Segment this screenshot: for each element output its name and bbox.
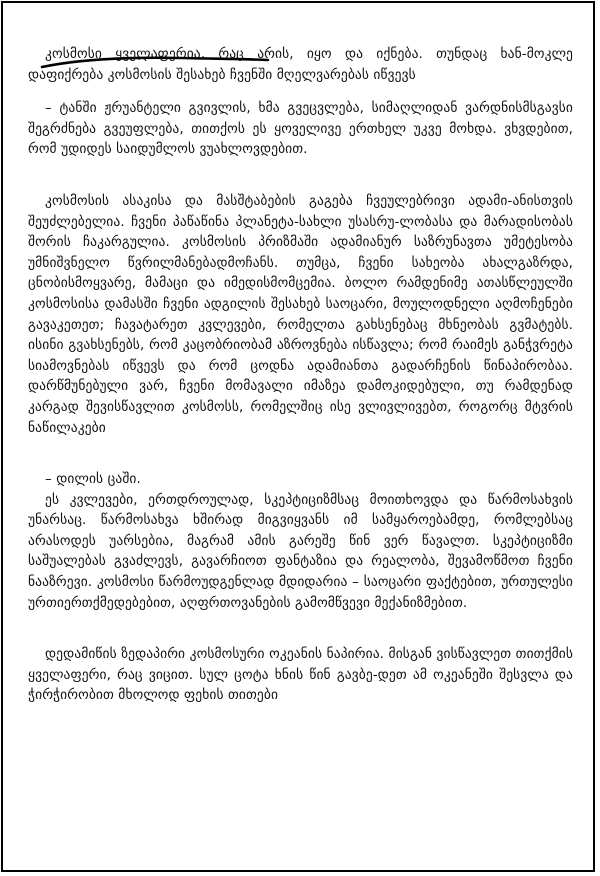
document-body xyxy=(28,44,573,706)
paragraph-2: – ტანში ჟრუანტელი გვივლის, ხმა გვეცვლება, სიმაღლიდან ვარდნისმსგავსი შეგრძნება გვეუფლება, თითქოს ეს ყოველივე ერთხელ უკვე მოხდა. ვხვდებით, რომ უდიდეს საიდუმლოს ვუახლოვდებით. xyxy=(28,100,573,158)
paragraph-3: კოსმოსის ასაკისა და მასშტაბების გაგება ჩვეულებრივი ადამი-ანისთვის შეუძლებელია. ჩვენი პაწაწინა პლანეტა-სახლი უსასრუ-ლობასა და მარადისობას შორის ჩაკარგულია. კოსმოსის პრიზმაში ადამიანურ საზრუნავთა უმეტესობა უმნიშვნელო წვრილმანებადმოჩანს. თუმცა, ჩვენი სახეობა ახალგაზრდა, ცნობისმოყვარე, მამაცი და იმედისმომცემია. ბოლო რამდენიმე ათასწლეულში კოსმოსისა დამასში ჩვენი ადგილის შესახებ საოცარი, მოულოდნელი აღმოჩენები გავაკეთეთ; ჩავატარეთ კვლევები, რომელთა გახსენებაც მხნეობას გვმატებს. ისინი გვახსენებს, რომ კაცობრიობამ აზროვნება ისწავლა; რომ რაიმეს განჭვრეტა სიამოვნებას იწვევს და რომ ცოდნა ადამიანთა გადარჩენის წინაპირობაა. დარწმუნებული ვარ, ჩვენი მომავალი იმაზეა დამოკიდებული, თუ რამდენად კარგად შევისწავლით კოსმოსს, რომელშიც ისე ვლივლივებთ, როგორც მტვრის ნაწილაკები xyxy=(28,192,573,436)
spacer xyxy=(28,438,573,469)
spacer xyxy=(28,160,573,191)
paragraph-5: ეს კვლევები, ერთდროულად, სკეპტიციზმსაც მოითხოვდა და წარმოსახვის უნარსაც. წარმოსახვა ხშირად მიგვიყვანს იმ სამყაროებამდე, რომლებსაც არასოდეს უარსებია, მაგრამ ამის გარეშე წინ ვერ წავალთ. სკეპტიციზმი საშუალებას გვაძლევს, გავარჩიოთ ფანტაზია და რეალობა, შევამოწმოთ ჩვენი ნააზრევი. კოსმოსი წარმოუდგენლად მდიდარია – საოცარი ფაქტებით, ურთულესი ურთიერთქმედებებით, აღფრთოვანების გამომწვევი მექანიზმებით. xyxy=(28,491,573,611)
paragraph-4: – დილის ცაში. xyxy=(45,471,141,488)
spacer xyxy=(28,613,573,644)
paragraph-6: დედამიწის ზედაპირი კოსმოსური ოკეანის ნაპირია. მისგან ვისწავლეთ თითქმის ყველაფერი, რაც ვიცით. სულ ცოტა ხნის წინ გავბე-დეთ ამ ოკეანეში შესვლა და ჭირჭირობით მხოლოდ ფეხის თითები xyxy=(28,646,573,704)
paragraph-1: კოსმოსი ყველაფერია, რაც არის, იყო და იქნება. თუნდაც ხან-მოკლე დაფიქრება კოსმოსის შესახებ ჩვენში მღელვარებას იწვევს xyxy=(28,46,573,83)
